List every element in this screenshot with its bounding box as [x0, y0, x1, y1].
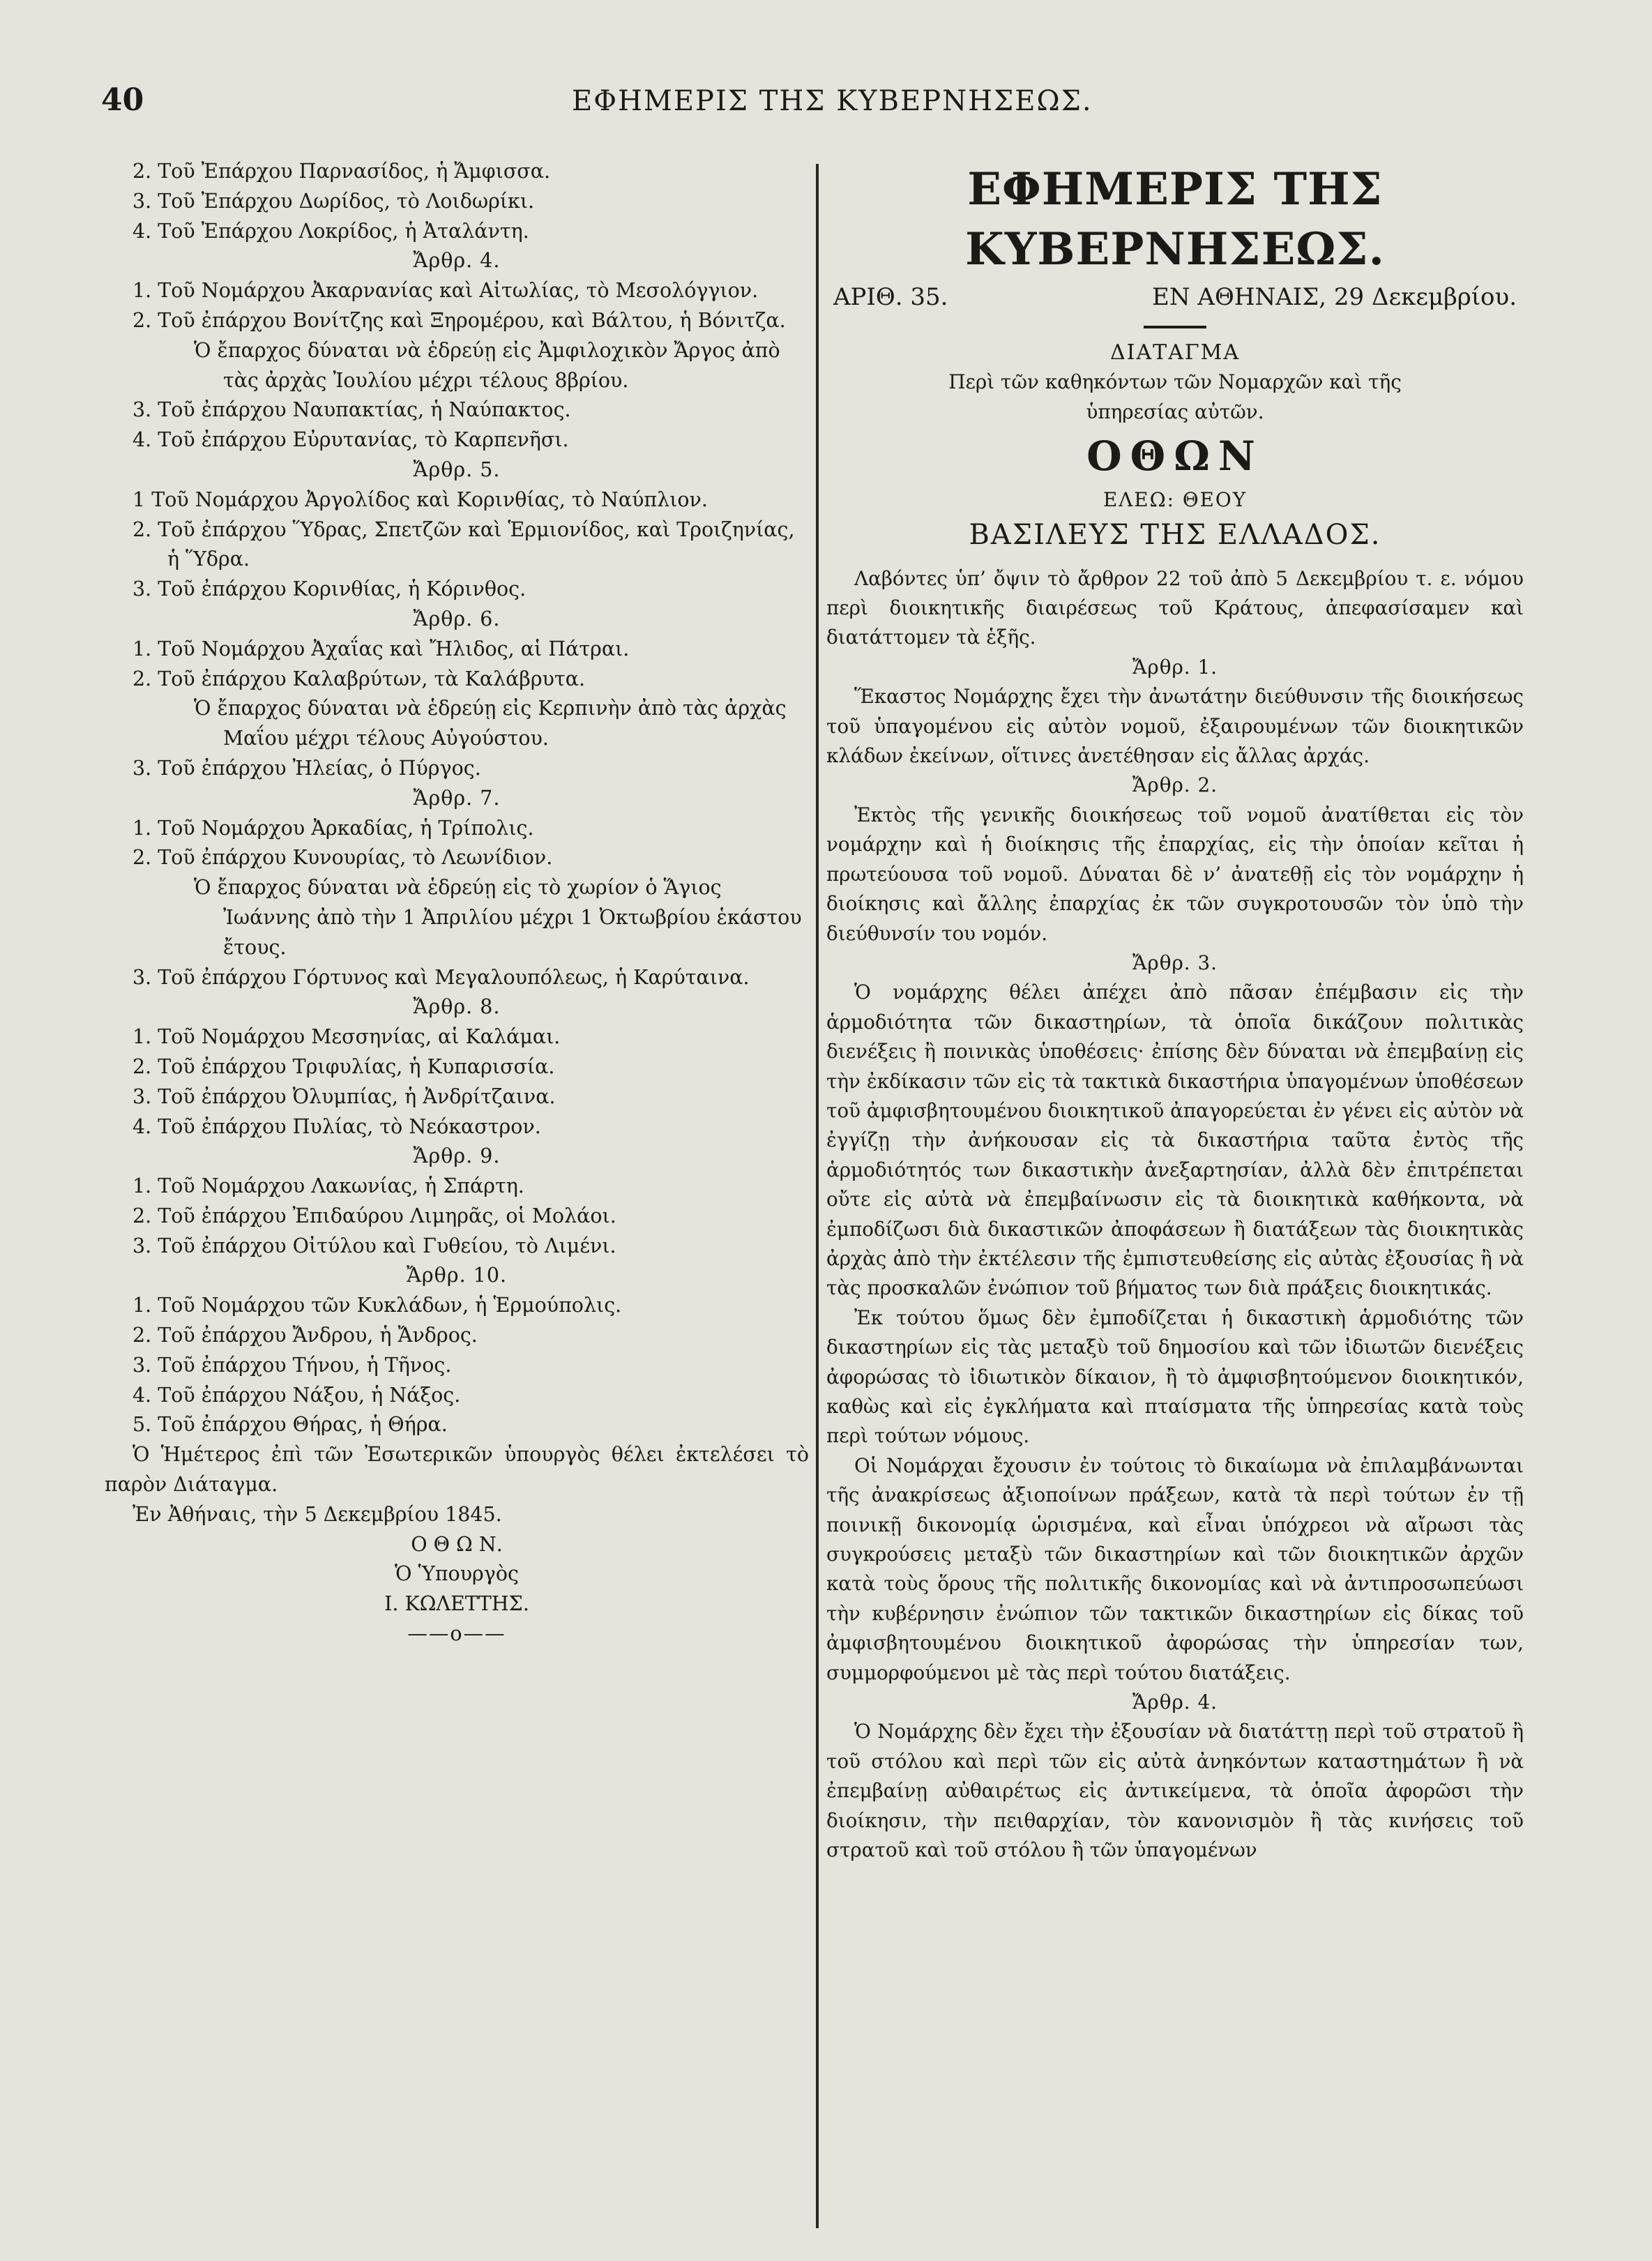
paragraph: Ἕκαστος Νομάρχης ἔχει τὴν ἀνωτάτην διεύθυνσιν τῆς διοικήσεως τοῦ ὑπαγομένου εἰς αὐτὸν νομοῦ, ἐξαιρουμένων τῶν διοικητικῶν κλάδων ἐκείνων, οἵτινες ἀνετέθησαν εἰς ἄλλας ἀρχάς.: [826, 685, 1524, 768]
end-ornament: ——ο——: [407, 1622, 506, 1646]
page-number: 40: [101, 82, 144, 118]
article-heading: Ἄρθρ. 7.: [413, 786, 501, 810]
article-heading: Ἄρθρ. 4.: [413, 249, 501, 273]
masthead-title: ΕΦΗΜΕΡΙΣ ΤΗΣ ΚΥΒΕΡΝΗΣΕΩΣ.: [965, 163, 1385, 275]
list-item: 3. Τοῦ ἐπάρχου Οἰτύλου καὶ Γυθείου, τὸ Λιμένι.: [132, 1234, 616, 1257]
list-item: 2. Τοῦ ἐπάρχου Ὕδρας, Σπετζῶν καὶ Ἑρμιονίδος, καὶ Τροιζηνίας, ἡ Ὕδρα.: [132, 517, 795, 571]
royal-title: ΒΑΣΙΛΕΥΣ ΤΗΣ ΕΛΛΑΔΟΣ.: [969, 518, 1381, 551]
list-item: 4. Τοῦ ἐπάρχου Πυλίας, τὸ Νεόκαστρον.: [132, 1114, 541, 1138]
paragraph: Λαβόντες ὑπ’ ὄψιν τὸ ἄρθρον 22 τοῦ ἀπὸ 5 Δεκεμβρίου τ. ε. νόμου περὶ διοικητικῆς διαιρέσεως τοῦ Κράτους, ἀπεφασίσαμεν καὶ διατάττομεν τὰ ἑξῆς.: [826, 566, 1524, 649]
list-item: 1. Τοῦ Νομάρχου Ἀκαρνανίας καὶ Αἰτωλίας, τὸ Μεσολόγγιον.: [132, 279, 759, 303]
list-item: 2. Τοῦ ἐπάρχου Βονίτζης καὶ Ξηρομέρου, καὶ Βάλτου, ἡ Βόνιτζα.: [132, 308, 786, 332]
masthead-issue-line: [826, 280, 1524, 315]
list-item: 1. Τοῦ Νομάρχου Ἀρκαδίας, ἡ Τρίπολις.: [132, 816, 534, 840]
paragraph: Ὁ Νομάρχης δὲν ἔχει τὴν ἐξουσίαν νὰ διατάττῃ περὶ τοῦ στρατοῦ ἢ τοῦ στόλου καὶ περὶ τῶν εἰς αὐτὰ ἀνηκόντων καταστημάτων ἢ νὰ ἐπεμβαίνῃ αὐθαιρέτως εἰς ἀντικείμενα, τὰ ὁποῖα ἀφορῶσι τὴν διοίκησιν, τὴν πειθαρχίαν, τὸν κανονισμὸν ἢ τὰς κινήσεις τοῦ στρατοῦ καὶ τοῦ στόλου ἢ τῶν ὑπαγομένων: [826, 1720, 1524, 1862]
list-item: 3. Τοῦ ἐπάρχου Ὀλυμπίας, ἡ Ἀνδρίτζαινα.: [132, 1084, 556, 1108]
list-item: 2. Τοῦ ἐπάρχου Κυνουρίας, τὸ Λεωνίδιον.: [132, 846, 553, 870]
list-item: 1 Τοῦ Νομάρχου Ἀργολίδος καὶ Κορινθίας, τὸ Ναύπλιον.: [132, 487, 708, 511]
article-heading: Ἄρθρ. 2.: [1132, 773, 1218, 797]
list-item: 1. Τοῦ Νομάρχου Ἀχαΐας καὶ Ἤλιδος, αἱ Πάτραι.: [132, 637, 630, 660]
signature-line: Ι. ΚΩΛΕΤΤΗΣ.: [384, 1592, 529, 1616]
article-heading: Ἄρθρ. 5.: [413, 458, 501, 481]
list-item: 3. Τοῦ ἐπάρχου Τήνου, ἡ Τῆνος.: [132, 1353, 452, 1377]
masthead-rule: [1144, 326, 1206, 328]
decree-body: [826, 564, 1524, 1866]
list-item: 3. Τοῦ ἐπάρχου Κορινθίας, ἡ Κόρινθος.: [132, 577, 526, 601]
article-heading: Ἄρθρ. 3.: [1132, 951, 1218, 974]
paragraph: Ἐκτὸς τῆς γενικῆς διοικήσεως τοῦ νομοῦ ἀνατίθεται εἰς τὸν νομάρχην καὶ ἡ διοίκησις τῆς ἐπαρχίας, εἰς τὴν ὁποίαν κεῖται ἡ πρωτεύουσα τοῦ νομοῦ. Δύναται δὲ ν’ ἀνατεθῇ εἰς τὸν νομάρχην ἡ διοίκησις καὶ ἄλλης ἐπαρχίας ἐκ τῶν συγκροτουσῶν τὸν ὑπὸ τὴν διεύθυνσίν του νομόν.: [826, 803, 1524, 945]
king-name: ΟΘΩΝ: [1086, 432, 1264, 481]
list-item: 2. Τοῦ ἐπάρχου Καλαβρύτων, τὰ Καλάβρυτα.: [132, 667, 586, 690]
article-heading: Ἄρθρ. 9.: [413, 1144, 501, 1168]
list-item: 2. Τοῦ ἐπάρχου Ἄνδρου, ἡ Ἄνδρος.: [132, 1324, 478, 1347]
signature-line: Ὁ Ὑπουργὸς: [395, 1562, 519, 1586]
list-note: Ὁ ἔπαρχος δύναται νὰ ἑδρεύῃ εἰς τὸ χωρίον ὁ Ἅγιος Ἰωάννης ἀπὸ τὴν 1 Ἀπριλίου μέχρι 1 Ὀκτωβρίου ἑκάστου ἔτους.: [194, 876, 802, 959]
running-title: ΕΦΗΜΕΡΙΣ ΤΗΣ ΚΥΒΕΡΝΗΣΕΩΣ.: [572, 85, 1093, 117]
paragraph: Ὁ νομάρχης θέλει ἀπέχει ἀπὸ πᾶσαν ἐπέμβασιν εἰς τὴν ἁρμοδιότητα τῶν δικαστηρίων, τὰ ὁποῖα δικάζουν πολιτικὰς διενέξεις ἢ ποινικὰς ὑποθέσεις· ἐπίσης δὲν δύναται νὰ ἐπεμβαίνῃ εἰς τὴν ἐκδίκασιν τῶν εἰς τὰ τακτικὰ δικαστήρια ὑπαγομένων ὑποθέσεων τοῦ ἀμφισβητουμένου διοικητικοῦ ἀπαγορεύεται ἐν γένει εἰς αὐτὸν νὰ ἐγγίζῃ τὴν ἀνήκουσαν εἰς τὰ δικαστήρια ταῦτα ἐντὸς τῆς ἁρμοδιότητός των δικαστικὴν ἀνεξαρτησίαν, ἀλλὰ δὲν ἐπιτρέπεται οὔτε εἰς αὐτὰ νὰ ἐπεμβαίνωσιν εἰς τὰ διοικητικὰ καθήκοντα, νὰ ἐμποδίζωσι διὰ δικαστικῶν ἀποφάσεων ἢ διατάξεων τὰς διοικητικὰς ἀρχὰς ἀπὸ τὴν ἐκτέλεσιν τῆς ἐμπιστευθείσης εἰς αὐτὰς ἐξουσίας ἢ νὰ τὰς προσκαλῶν ἐνώπιον τοῦ βήματος των διὰ πράξεις διοικητικάς.: [826, 981, 1524, 1300]
decree-subject: Περὶ τῶν καθηκόντων τῶν Νομαρχῶν καὶ τῆς ὑπηρεσίας αὐτῶν.: [948, 370, 1402, 423]
paragraph: Ὁ Ἡμέτερος ἐπὶ τῶν Ἐσωτερικῶν ὑπουργὸς θέλει ἐκτελέσει τὸ παρὸν Διάταγμα.: [105, 1443, 809, 1497]
list-note: Ὁ ἔπαρχος δύναται νὰ ἑδρεύῃ εἰς Ἀμφιλοχικὸν Ἄργος ἀπὸ τὰς ἀρχὰς Ἰουλίου μέχρι τέλους 8βρίου.: [194, 338, 780, 392]
list-item: 4. Τοῦ Ἐπάρχου Λοκρίδος, ἡ Ἀταλάντη.: [132, 219, 529, 243]
list-item: 4. Τοῦ ἐπάρχου Εὐρυτανίας, τὸ Καρπενῆσι.: [132, 428, 569, 452]
dateline: ΕΝ ΑΘΗΝΑΙΣ, 29 Δεκεμβρίου.: [1152, 283, 1517, 311]
paragraph: Οἱ Νομάρχαι ἔχουσιν ἐν τούτοις τὸ δικαίωμα νὰ ἐπιλαμβάνωνται τῆς ἀνακρίσεως ἀξιοποίνων πράξεων, κατὰ τὰ περὶ τούτων ἐν τῇ ποινικῇ δικονομίᾳ ὡρισμένα, καὶ εἶναι ὑπόχρεοι νὰ αἴρωσι τὰς συγκρούσεις μεταξὺ τῶν δικαστηρίων καὶ τῶν διοικητικῶν ἀρχῶν κατὰ τοὺς ὅρους τῆς πολιτικῆς δικονομίας καὶ νὰ ἀντιπροσωπεύωσι τὴν κυβέρνησιν ἐνώπιον τῶν τακτικῶν δικαστηρίων εἰς δίκας τοῦ ἀμφισβητουμένου διοικητικοῦ ἀφορώσας τὴν ὑπηρεσίαν των, συμμορφούμενοι μὲ τὰς περὶ τούτου διατάξεις.: [826, 1453, 1524, 1684]
list-item: 3. Τοῦ ἐπάρχου Γόρτυνος καὶ Μεγαλουπόλεως, ἡ Καρύταινα.: [132, 965, 750, 989]
article-heading: Ἄρθρ. 8.: [413, 995, 501, 1019]
list-item: 5. Τοῦ ἐπάρχου Θήρας, ἡ Θήρα.: [132, 1413, 448, 1437]
article-heading: Ἄρθρ. 10.: [406, 1264, 508, 1287]
list-item: 1. Τοῦ Νομάρχου τῶν Κυκλάδων, ἡ Ἑρμούπολις.: [132, 1294, 622, 1317]
list-item: 1. Τοῦ Νομάρχου Μεσσηνίας, αἱ Καλάμαι.: [132, 1025, 561, 1049]
list-item: 3. Τοῦ ἐπάρχου Ναυπακτίας, ἡ Ναύπακτος.: [132, 398, 571, 422]
article-heading: Ἄρθρ. 1.: [1132, 655, 1218, 679]
list-item: 2. Τοῦ ἐπάρχου Τριφυλίας, ἡ Κυπαρισσία.: [132, 1054, 555, 1078]
list-item: 3. Τοῦ Ἐπάρχου Δωρίδος, τὸ Λοιδωρίκι.: [132, 189, 535, 213]
grace-of-god: ΕΛΕΩ: ΘΕΟΥ: [1102, 488, 1248, 512]
article-heading: Ἄρθρ. 6.: [413, 607, 501, 630]
right-column: [826, 157, 1524, 1866]
decree-label: ΔΙΑΤΑΓΜΑ: [1109, 340, 1241, 365]
list-item: 3. Τοῦ ἐπάρχου Ἠλείας, ὁ Πύργος.: [132, 756, 481, 780]
issue-number: ΑΡΙΘ. 35.: [833, 283, 948, 311]
list-item: 2. Τοῦ Ἐπάρχου Παρνασίδος, ἡ Ἄμφισσα.: [132, 160, 551, 183]
left-column: [105, 157, 809, 1649]
paragraph: Ἐν Ἀθήναις, τὴν 5 Δεκεμβρίου 1845.: [132, 1502, 502, 1526]
column-divider: [816, 164, 819, 2228]
paragraph: Ἐκ τούτου ὅμως δὲν ἐμποδίζεται ἡ δικαστικὴ ἁρμοδιότης τῶν δικαστηρίων εἰς τὰς μεταξὺ τοῦ δημοσίου καὶ τῶν ἰδιωτῶν διενέξεις ἀφορώσας τὸ ἰδιωτικὸν δίκαιον, ἢ τὸ ἀμφισβητούμενον διοικητικόν, καθὼς καὶ εἰς ἐγκλήματα καὶ πταίσματα τῆς ὑπηρεσίας κατὰ τοὺς περὶ τούτων νόμους.: [826, 1306, 1524, 1448]
article-heading: Ἄρθρ. 4.: [1132, 1691, 1218, 1714]
list-item: 1. Τοῦ Νομάρχου Λακωνίας, ἡ Σπάρτη.: [132, 1174, 524, 1198]
list-note: Ὁ ἔπαρχος δύναται νὰ ἑδρεύῃ εἰς Κερπινὴν ἀπὸ τὰς ἀρχὰς Μαΐου μέχρι τέλους Αὐγούστου.: [194, 697, 787, 750]
list-item: 4. Τοῦ ἐπάρχου Νάξου, ἡ Νάξος.: [132, 1383, 461, 1407]
list-item: 2. Τοῦ ἐπάρχου Ἐπιδαύρου Λιμηρᾶς, οἱ Μολάοι.: [132, 1204, 616, 1227]
signature-line: Ο Θ Ω Ν.: [411, 1532, 503, 1556]
